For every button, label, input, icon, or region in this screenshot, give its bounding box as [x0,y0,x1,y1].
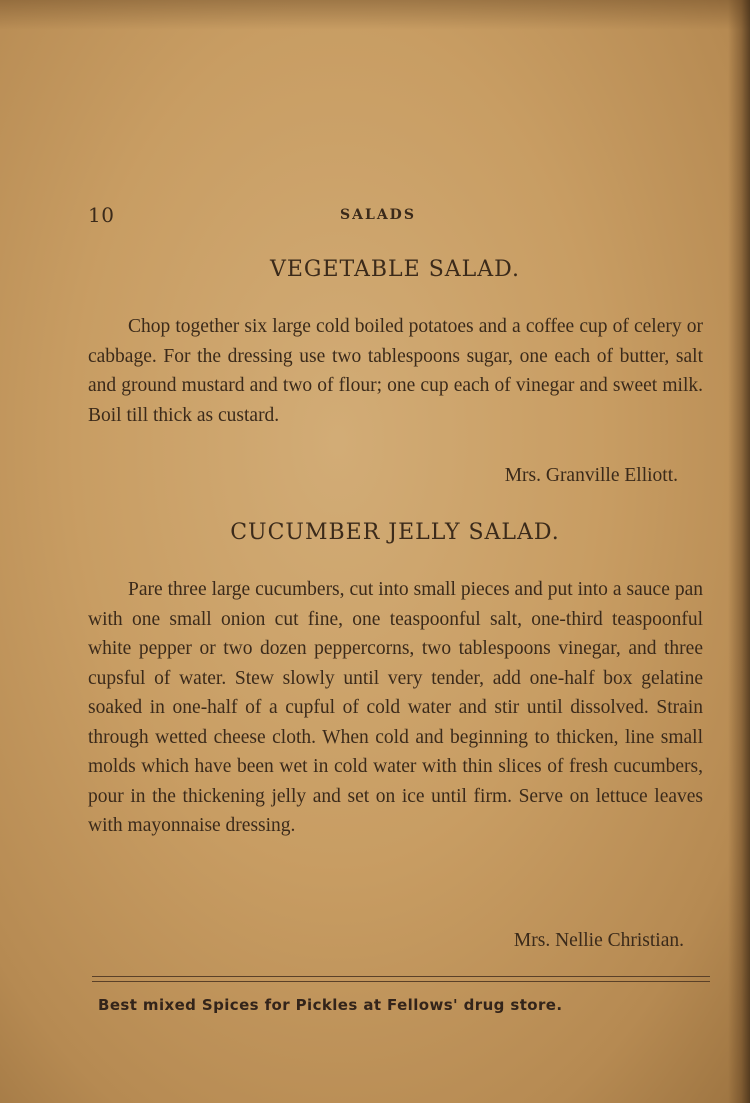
recipe-body-cucumber-jelly-salad: Pare three large cucumbers, cut into small pieces and put into a sauce pan with one small onion cut fine, one teaspoonful salt, one-third teaspoonful white pepper or two dozen peppercorns, two tablespoons vinegar, and three cupsful of water. Stew slowly until very tender, add one-half box gelatine soaked in one-half of a cupful of cold water and stir until dissolved. Strain through wetted cheese cloth. When cold and beginning to thicken, line small molds which have been wet in cold water with thin slices of fresh cucumbers, pour in the thickening jelly and set on ice until firm. Serve on lettuce leaves with mayonnaise dressing. [88,579,703,836]
recipe-body-vegetable-salad: Chop together six large cold boiled potatoes and a coffee cup of celery or cabbage. For the dressing use two tablespoons sugar, one each of butter, salt and ground mustard and two of flour; one cup each of vinegar and sweet milk. Boil till thick as custard. [88,316,703,426]
recipe-title-cucumber-jelly-salad: CUCUMBER JELLY SALAD. [230,520,560,545]
footer-advertisement: Best mixed Spices for Pickles at Fellows' drug store. [98,996,563,1014]
recipe-author-vegetable-salad: Mrs. Granville Elliott. [504,465,678,486]
page-number: 10 [88,203,115,227]
page-edge-shadow [728,0,750,1103]
footer-rule-bottom [92,981,710,982]
recipe-title-vegetable-salad: VEGETABLE SALAD. [269,257,521,282]
running-head: SALADS [340,207,416,223]
footer-rule-top [92,976,710,977]
recipe-author-cucumber-jelly-salad: Mrs. Nellie Christian. [513,930,684,951]
page-top-shadow [0,0,750,30]
